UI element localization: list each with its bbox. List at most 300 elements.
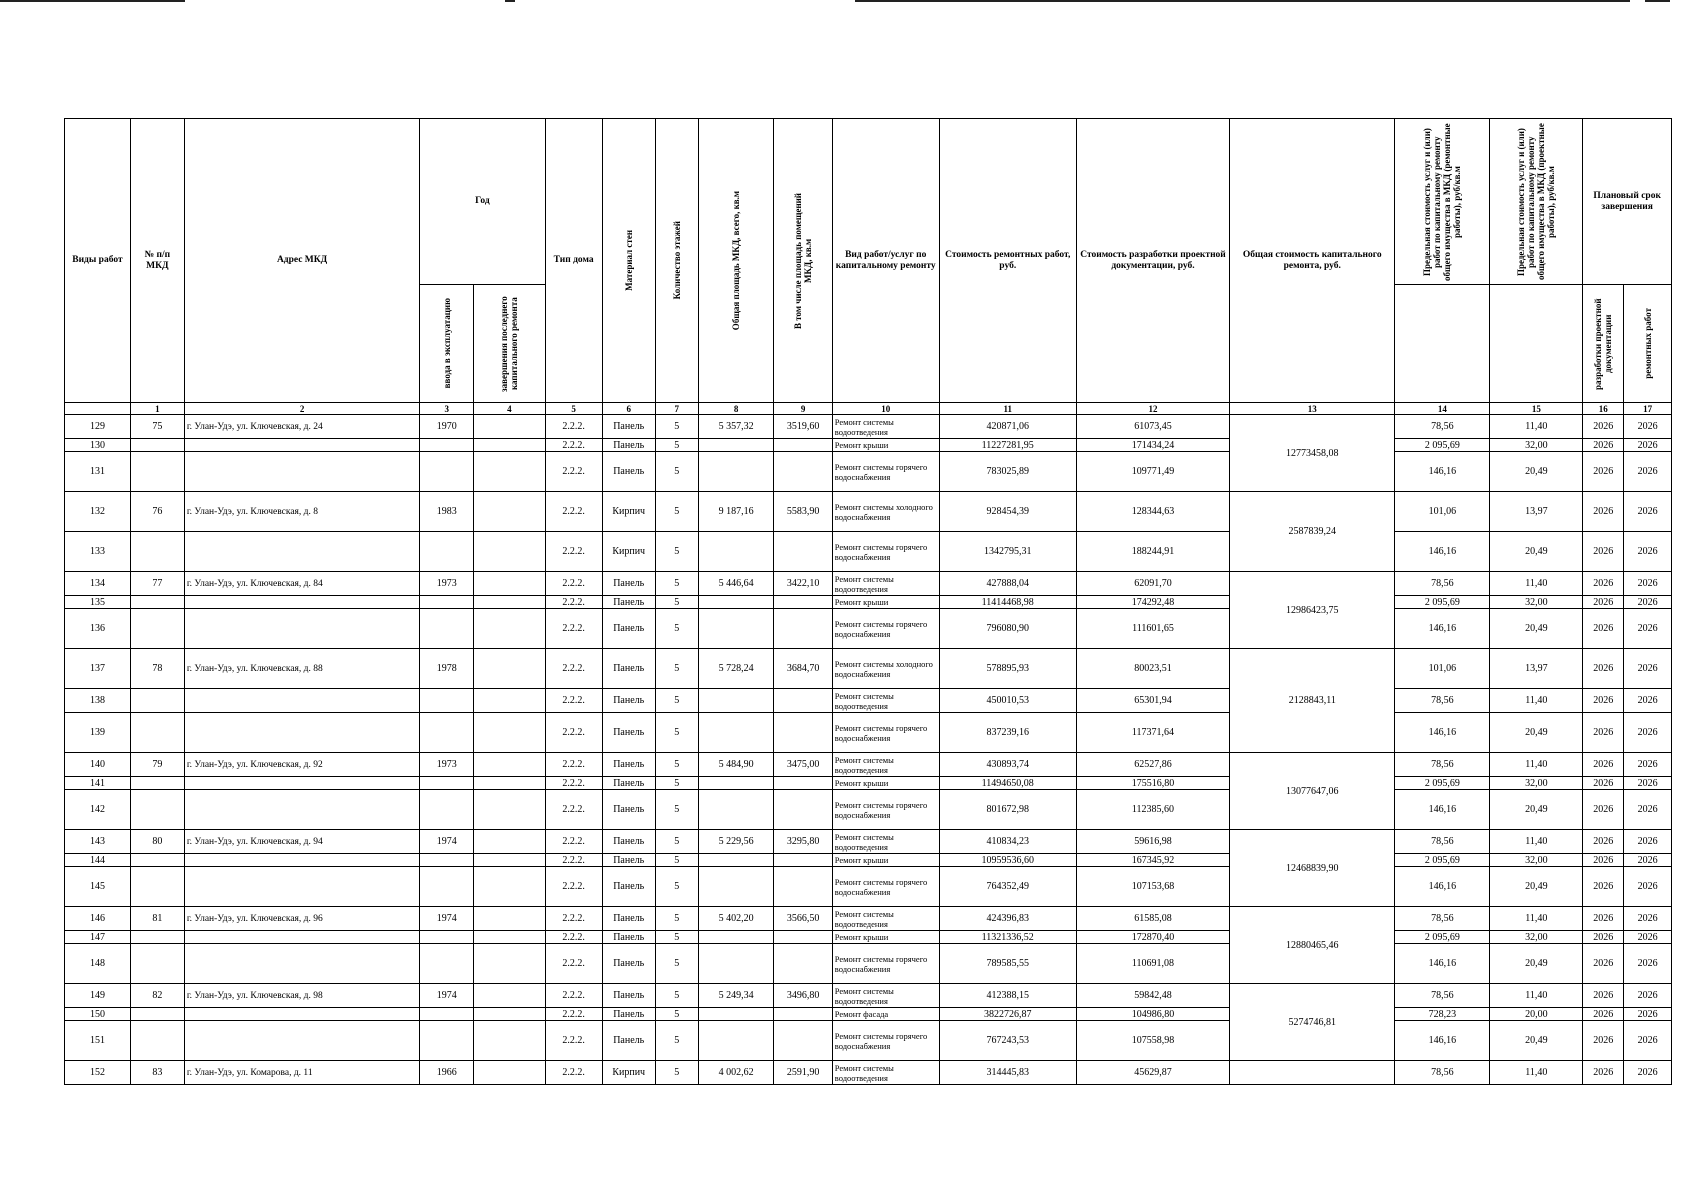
table-row: [65, 492, 1672, 532]
table-row: [65, 532, 1672, 572]
design-cost: 61073,45: [1076, 415, 1229, 439]
row-number: 147: [65, 931, 131, 944]
header-limit-design: Предельная стоимость услуг и (или) работ по капитальному ремонту общего имущества в МКД (проектные работы), руб/кв.м: [1516, 123, 1557, 280]
wall-material: Панель: [602, 867, 655, 907]
mkd-number: [130, 777, 184, 790]
header-limit-repair-cell: [1395, 119, 1490, 285]
work-kind: Ремонт фасада: [832, 1008, 939, 1021]
repair-cost: 578895,93: [939, 649, 1076, 689]
year-commission: [420, 532, 474, 572]
house-type: 2.2.2.: [545, 1021, 602, 1061]
house-type: 2.2.2.: [545, 439, 602, 452]
deadline-repair: 2026: [1624, 609, 1672, 649]
deadline-repair: 2026: [1624, 944, 1672, 984]
wall-material: Панель: [602, 753, 655, 777]
mkd-number: [130, 1021, 184, 1061]
row-number: 140: [65, 753, 131, 777]
design-cost: 62091,70: [1076, 572, 1229, 596]
table-row: [65, 1008, 1672, 1021]
deadline-design: 2026: [1583, 439, 1624, 452]
limit-design: 32,00: [1490, 777, 1583, 790]
year-last-repair: [474, 867, 545, 907]
floors: 5: [655, 867, 698, 907]
work-kind: Ремонт системы горячего водоснабжения: [832, 790, 939, 830]
design-cost: 59616,98: [1076, 830, 1229, 854]
header-work-types: Виды работ: [65, 119, 131, 403]
wall-material: Панель: [602, 439, 655, 452]
deadline-design: 2026: [1583, 572, 1624, 596]
work-kind: Ремонт системы водоотведения: [832, 1061, 939, 1085]
limit-design: 11,40: [1490, 984, 1583, 1008]
year-commission: 1970: [420, 415, 474, 439]
column-number: 10: [832, 403, 939, 415]
wall-material: Панель: [602, 713, 655, 753]
house-type: 2.2.2.: [545, 649, 602, 689]
premises-area: [774, 854, 832, 867]
premises-area: [774, 689, 832, 713]
total-area: [698, 532, 774, 572]
design-cost: 107558,98: [1076, 1021, 1229, 1061]
premises-area: [774, 596, 832, 609]
year-last-repair: [474, 1008, 545, 1021]
design-cost: 188244,91: [1076, 532, 1229, 572]
repair-cost: 11321336,52: [939, 931, 1076, 944]
deadline-repair: 2026: [1624, 830, 1672, 854]
premises-area: [774, 931, 832, 944]
work-kind: Ремонт системы горячего водоснабжения: [832, 944, 939, 984]
total-area: 5 249,34: [698, 984, 774, 1008]
header-premises-area: В том числе площадь помещений МКД, кв.м: [793, 192, 814, 329]
wall-material: Панель: [602, 689, 655, 713]
year-commission: 1974: [420, 830, 474, 854]
row-number: 134: [65, 572, 131, 596]
capital-repair-table: [64, 118, 1672, 1085]
column-number: 3: [420, 403, 474, 415]
house-type: 2.2.2.: [545, 790, 602, 830]
total-area: [698, 777, 774, 790]
limit-repair: 146,16: [1395, 452, 1490, 492]
year-last-repair: [474, 907, 545, 931]
row-number: 145: [65, 867, 131, 907]
deadline-design: 2026: [1583, 777, 1624, 790]
deadline-repair: 2026: [1624, 854, 1672, 867]
wall-material: Панель: [602, 907, 655, 931]
work-kind: Ремонт крыши: [832, 596, 939, 609]
wall-material: Панель: [602, 830, 655, 854]
row-number: 135: [65, 596, 131, 609]
house-type: 2.2.2.: [545, 532, 602, 572]
mkd-number: [130, 931, 184, 944]
address: [184, 713, 419, 753]
row-number: 151: [65, 1021, 131, 1061]
design-cost: 107153,68: [1076, 867, 1229, 907]
total-area: [698, 867, 774, 907]
header-year: Год: [420, 119, 545, 285]
year-commission: [420, 867, 474, 907]
address: г. Улан-Удэ, ул. Ключевская, д. 24: [184, 415, 419, 439]
design-cost: 62527,86: [1076, 753, 1229, 777]
repair-cost: 430893,74: [939, 753, 1076, 777]
floors: 5: [655, 1008, 698, 1021]
design-cost: 117371,64: [1076, 713, 1229, 753]
total-cost: [1230, 1061, 1395, 1085]
deadline-design: 2026: [1583, 790, 1624, 830]
deadline-repair: 2026: [1624, 1061, 1672, 1085]
table-row: [65, 452, 1672, 492]
year-last-repair: [474, 439, 545, 452]
work-kind: Ремонт системы водоотведения: [832, 907, 939, 931]
total-area: 9 187,16: [698, 492, 774, 532]
design-cost: 65301,94: [1076, 689, 1229, 713]
work-kind: Ремонт системы горячего водоснабжения: [832, 867, 939, 907]
limit-repair: 78,56: [1395, 415, 1490, 439]
table-row: [65, 907, 1672, 931]
address: г. Улан-Удэ, ул. Ключевская, д. 98: [184, 984, 419, 1008]
header-address: Адрес МКД: [184, 119, 419, 403]
scan-edge-marks: [0, 0, 1698, 6]
year-commission: [420, 689, 474, 713]
wall-material: Панель: [602, 1008, 655, 1021]
row-number: 139: [65, 713, 131, 753]
floors: 5: [655, 596, 698, 609]
wall-material: Панель: [602, 1021, 655, 1061]
total-cost: 2587839,24: [1230, 492, 1395, 572]
header-year-last-repair: завершения последнего капитального ремонта: [499, 295, 520, 392]
address: [184, 689, 419, 713]
limit-repair: 2 095,69: [1395, 777, 1490, 790]
floors: 5: [655, 492, 698, 532]
deadline-repair: 2026: [1624, 532, 1672, 572]
work-kind: Ремонт крыши: [832, 931, 939, 944]
work-kind: Ремонт системы водоотведения: [832, 753, 939, 777]
premises-area: [774, 867, 832, 907]
wall-material: Панель: [602, 790, 655, 830]
row-number: 136: [65, 609, 131, 649]
year-last-repair: [474, 944, 545, 984]
wall-material: Панель: [602, 944, 655, 984]
header-house-type: Тип дома: [545, 119, 602, 403]
address: [184, 596, 419, 609]
deadline-design: 2026: [1583, 492, 1624, 532]
address: [184, 790, 419, 830]
floors: 5: [655, 944, 698, 984]
total-area: 5 402,20: [698, 907, 774, 931]
work-kind: Ремонт крыши: [832, 777, 939, 790]
column-number: 15: [1490, 403, 1583, 415]
year-commission: 1974: [420, 984, 474, 1008]
house-type: 2.2.2.: [545, 1008, 602, 1021]
repair-cost: 1342795,31: [939, 532, 1076, 572]
premises-area: 3422,10: [774, 572, 832, 596]
deadline-repair: 2026: [1624, 713, 1672, 753]
deadline-design: 2026: [1583, 944, 1624, 984]
premises-area: [774, 439, 832, 452]
total-area: 5 357,32: [698, 415, 774, 439]
year-commission: 1983: [420, 492, 474, 532]
mkd-number: 82: [130, 984, 184, 1008]
limit-repair: 146,16: [1395, 867, 1490, 907]
address: г. Улан-Удэ, ул. Ключевская, д. 92: [184, 753, 419, 777]
limit-design: 20,49: [1490, 1021, 1583, 1061]
limit-design: 20,49: [1490, 713, 1583, 753]
year-last-repair: [474, 931, 545, 944]
year-commission: 1973: [420, 753, 474, 777]
header-wall-material: Материал стен: [623, 230, 634, 291]
address: г. Улан-Удэ, ул. Ключевская, д. 94: [184, 830, 419, 854]
total-area: [698, 1021, 774, 1061]
work-kind: Ремонт системы горячего водоснабжения: [832, 452, 939, 492]
house-type: 2.2.2.: [545, 854, 602, 867]
limit-design: 32,00: [1490, 439, 1583, 452]
house-type: 2.2.2.: [545, 596, 602, 609]
address: [184, 439, 419, 452]
year-last-repair: [474, 492, 545, 532]
deadline-repair: 2026: [1624, 572, 1672, 596]
limit-repair: 146,16: [1395, 1021, 1490, 1061]
total-area: 5 446,64: [698, 572, 774, 596]
total-cost: 12986423,75: [1230, 572, 1395, 649]
deadline-repair: 2026: [1624, 1008, 1672, 1021]
limit-repair: 78,56: [1395, 984, 1490, 1008]
repair-cost: 412388,15: [939, 984, 1076, 1008]
design-cost: 171434,24: [1076, 439, 1229, 452]
limit-design: 20,49: [1490, 944, 1583, 984]
row-number: 143: [65, 830, 131, 854]
deadline-design: 2026: [1583, 753, 1624, 777]
floors: 5: [655, 1021, 698, 1061]
deadline-design: 2026: [1583, 415, 1624, 439]
row-number: 146: [65, 907, 131, 931]
total-area: [698, 931, 774, 944]
premises-area: 3519,60: [774, 415, 832, 439]
floors: 5: [655, 713, 698, 753]
table-row: [65, 867, 1672, 907]
premises-area: [774, 1021, 832, 1061]
premises-area: 3295,80: [774, 830, 832, 854]
header-deadline-repair: ремонтных работ: [1642, 308, 1653, 379]
premises-area: [774, 1008, 832, 1021]
deadline-repair: 2026: [1624, 439, 1672, 452]
work-kind: Ремонт системы холодного водоснабжения: [832, 492, 939, 532]
limit-design: 20,49: [1490, 609, 1583, 649]
wall-material: Кирпич: [602, 492, 655, 532]
floors: 5: [655, 689, 698, 713]
floors: 5: [655, 415, 698, 439]
column-number: 9: [774, 403, 832, 415]
limit-repair: 101,06: [1395, 492, 1490, 532]
total-area: [698, 854, 774, 867]
limit-repair: 146,16: [1395, 713, 1490, 753]
table-row: [65, 830, 1672, 854]
deadline-design: 2026: [1583, 1061, 1624, 1085]
year-commission: [420, 931, 474, 944]
limit-design: 20,49: [1490, 452, 1583, 492]
total-area: 5 484,90: [698, 753, 774, 777]
year-last-repair: [474, 854, 545, 867]
year-last-repair: [474, 753, 545, 777]
limit-design: 11,40: [1490, 415, 1583, 439]
work-kind: Ремонт системы горячего водоснабжения: [832, 713, 939, 753]
mkd-number: [130, 854, 184, 867]
repair-cost: 450010,53: [939, 689, 1076, 713]
header-year-commission-cell: [420, 285, 474, 403]
header-deadline-design-cell: [1583, 285, 1624, 403]
limit-repair: 78,56: [1395, 907, 1490, 931]
deadline-design: 2026: [1583, 689, 1624, 713]
total-area: [698, 609, 774, 649]
total-area: [698, 713, 774, 753]
row-number: 132: [65, 492, 131, 532]
premises-area: [774, 944, 832, 984]
house-type: 2.2.2.: [545, 452, 602, 492]
header-deadline-design: разработки проектной документации: [1593, 297, 1614, 390]
total-cost: 12773458,08: [1230, 415, 1395, 492]
header-total-cost: Общая стоимость капитального ремонта, руб.: [1230, 119, 1395, 403]
header-floors-cell: [655, 119, 698, 403]
house-type: 2.2.2.: [545, 944, 602, 984]
limit-repair: 146,16: [1395, 944, 1490, 984]
year-last-repair: [474, 1061, 545, 1085]
deadline-design: 2026: [1583, 907, 1624, 931]
column-number: 7: [655, 403, 698, 415]
limit-repair: 78,56: [1395, 753, 1490, 777]
repair-cost: 796080,90: [939, 609, 1076, 649]
floors: 5: [655, 790, 698, 830]
mkd-number: 76: [130, 492, 184, 532]
limit-repair: 78,56: [1395, 830, 1490, 854]
address: г. Улан-Удэ, ул. Ключевская, д. 8: [184, 492, 419, 532]
header-deadline-repair-cell: [1624, 285, 1672, 403]
column-number: 13: [1230, 403, 1395, 415]
mkd-number: 81: [130, 907, 184, 931]
year-commission: 1974: [420, 907, 474, 931]
limit-repair: 78,56: [1395, 1061, 1490, 1085]
floors: 5: [655, 777, 698, 790]
table-row: [65, 713, 1672, 753]
work-kind: Ремонт системы водоотведения: [832, 689, 939, 713]
work-kind: Ремонт системы горячего водоснабжения: [832, 609, 939, 649]
limit-design: 32,00: [1490, 854, 1583, 867]
header-limit-design-cell: [1490, 119, 1583, 285]
address: [184, 1021, 419, 1061]
total-cost: 12468839,90: [1230, 830, 1395, 907]
design-cost: 175516,80: [1076, 777, 1229, 790]
year-commission: [420, 713, 474, 753]
wall-material: Панель: [602, 596, 655, 609]
repair-cost: 764352,49: [939, 867, 1076, 907]
work-kind: Ремонт системы горячего водоснабжения: [832, 532, 939, 572]
table-row: [65, 984, 1672, 1008]
house-type: 2.2.2.: [545, 984, 602, 1008]
deadline-design: 2026: [1583, 830, 1624, 854]
total-cost: 13077647,06: [1230, 753, 1395, 830]
row-number: 130: [65, 439, 131, 452]
repair-cost: 427888,04: [939, 572, 1076, 596]
mkd-number: [130, 790, 184, 830]
premises-area: 2591,90: [774, 1061, 832, 1085]
address: [184, 1008, 419, 1021]
deadline-repair: 2026: [1624, 689, 1672, 713]
column-number: [65, 403, 131, 415]
mkd-number: [130, 1008, 184, 1021]
total-area: [698, 689, 774, 713]
limit-design: 20,00: [1490, 1008, 1583, 1021]
limit-design: 13,97: [1490, 492, 1583, 532]
wall-material: Панель: [602, 452, 655, 492]
header-repair-cost: Стоимость ремонтных работ, руб.: [939, 119, 1076, 403]
row-number: 133: [65, 532, 131, 572]
address: [184, 854, 419, 867]
deadline-repair: 2026: [1624, 452, 1672, 492]
mkd-number: 79: [130, 753, 184, 777]
design-cost: 167345,92: [1076, 854, 1229, 867]
repair-cost: 420871,06: [939, 415, 1076, 439]
limit-repair: 78,56: [1395, 689, 1490, 713]
deadline-design: 2026: [1583, 609, 1624, 649]
repair-cost: 410834,23: [939, 830, 1076, 854]
work-kind: Ремонт системы водоотведения: [832, 984, 939, 1008]
limit-design: 13,97: [1490, 649, 1583, 689]
limit-design: 20,49: [1490, 790, 1583, 830]
premises-area: [774, 713, 832, 753]
row-number: 142: [65, 790, 131, 830]
table-row: [65, 439, 1672, 452]
total-area: [698, 596, 774, 609]
limit-design: 11,40: [1490, 830, 1583, 854]
header-year-commission: ввода в эксплуатацию: [441, 298, 452, 389]
address: [184, 609, 419, 649]
header-wall-material-cell: [602, 119, 655, 403]
mkd-number: 80: [130, 830, 184, 854]
mkd-number: [130, 596, 184, 609]
work-kind: Ремонт системы горячего водоснабжения: [832, 1021, 939, 1061]
total-cost: 2128843,11: [1230, 649, 1395, 753]
header-planned-deadline: Плановый срок завершения: [1583, 119, 1672, 285]
mkd-number: [130, 867, 184, 907]
premises-area: 3684,70: [774, 649, 832, 689]
table-row: [65, 596, 1672, 609]
deadline-repair: 2026: [1624, 907, 1672, 931]
scan-mark: [1645, 0, 1670, 2]
premises-area: [774, 532, 832, 572]
deadline-design: 2026: [1583, 931, 1624, 944]
mkd-number: [130, 452, 184, 492]
year-commission: [420, 944, 474, 984]
house-type: 2.2.2.: [545, 1061, 602, 1085]
table-header: [65, 119, 1672, 415]
row-number: 152: [65, 1061, 131, 1085]
total-area: [698, 1008, 774, 1021]
row-number: 150: [65, 1008, 131, 1021]
row-number: 141: [65, 777, 131, 790]
table-row: [65, 649, 1672, 689]
table-row: [65, 944, 1672, 984]
floors: 5: [655, 609, 698, 649]
mkd-number: 77: [130, 572, 184, 596]
table-row: [65, 777, 1672, 790]
year-last-repair: [474, 713, 545, 753]
header-limit-repair-sub: [1395, 285, 1490, 403]
work-kind: Ремонт системы водоотведения: [832, 572, 939, 596]
limit-repair: 146,16: [1395, 532, 1490, 572]
deadline-design: 2026: [1583, 854, 1624, 867]
header-year-last-repair-cell: [474, 285, 545, 403]
limit-design: 20,49: [1490, 867, 1583, 907]
premises-area: [774, 452, 832, 492]
total-cost: 12880465,46: [1230, 907, 1395, 984]
limit-repair: 728,23: [1395, 1008, 1490, 1021]
table-row: [65, 790, 1672, 830]
